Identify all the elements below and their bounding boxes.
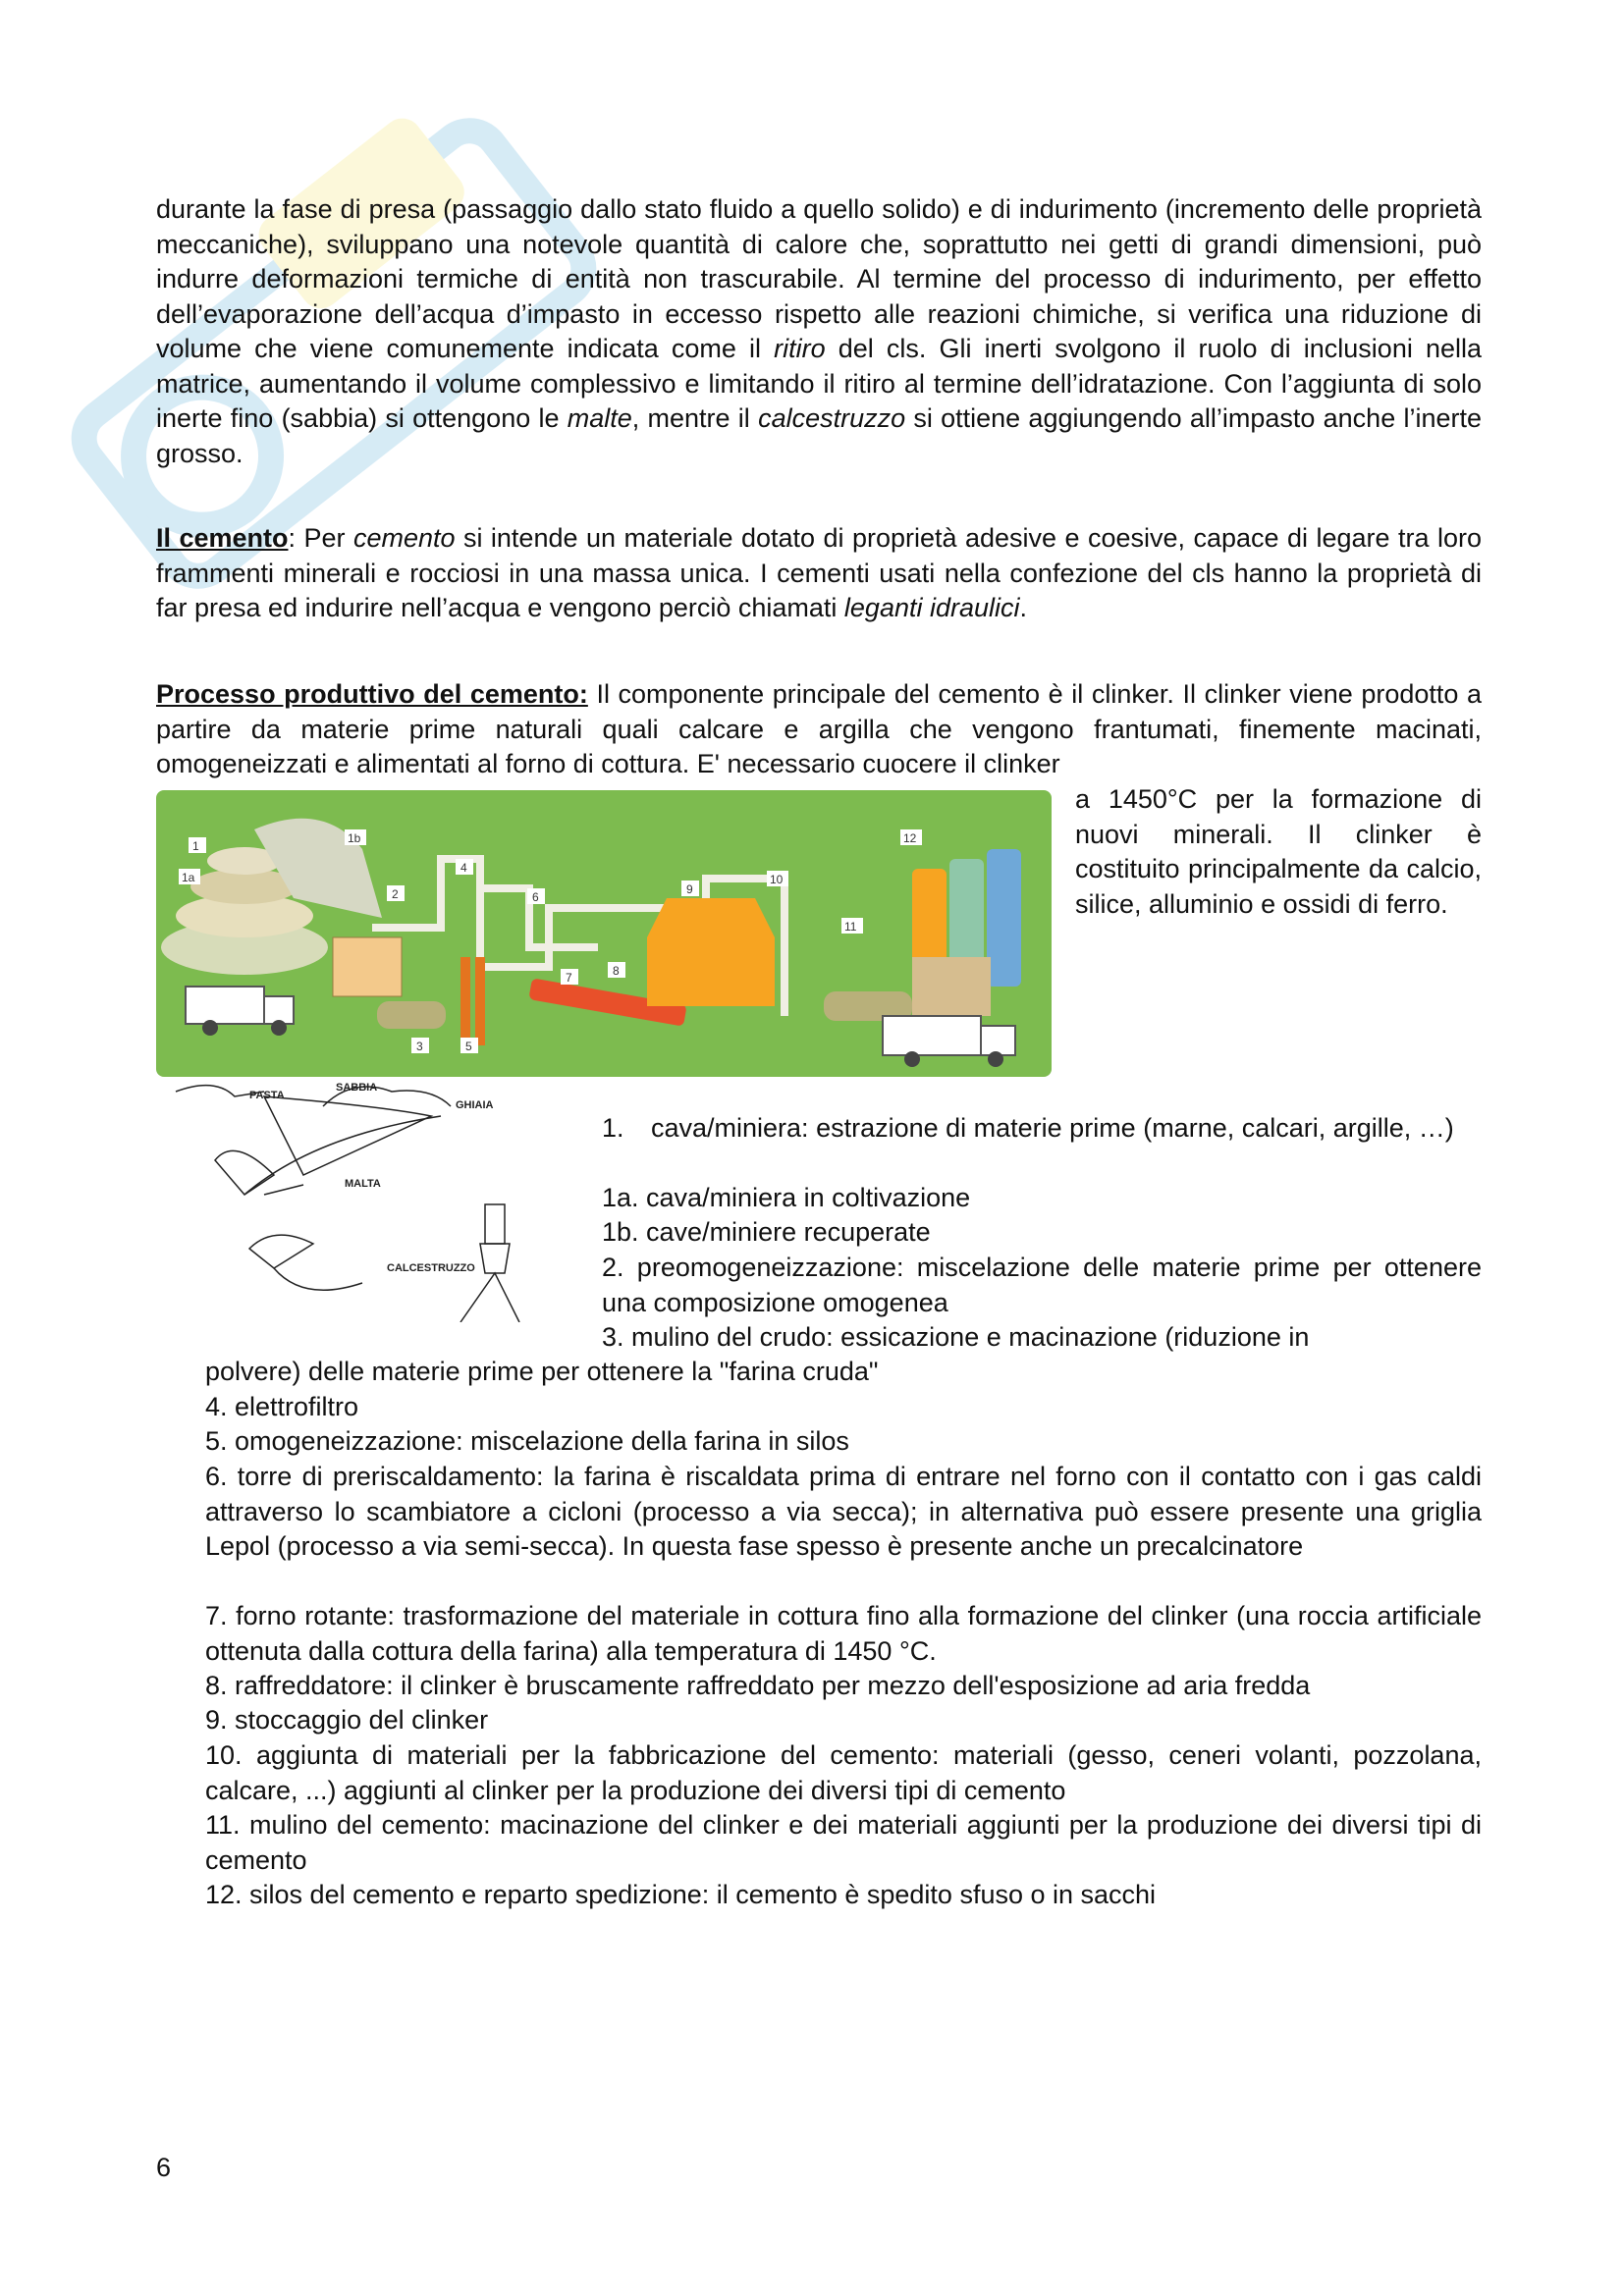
diagram-label: 2 [392, 887, 399, 901]
list-item-11: 11. mulino del cemento: macinazione del clinker e dei materiali aggiunti per la produzione dei diversi tipi di cemento [205, 1810, 1482, 1875]
diagram-label: 8 [613, 964, 620, 978]
ritiro-term: ritiro [774, 334, 826, 363]
sketch-label-ghiaia: GHIAIA [456, 1099, 494, 1111]
diagram-label: 1 [192, 839, 199, 853]
calcestruzzo-term: calcestruzzo [758, 403, 906, 433]
diagram-label: 1a [182, 871, 195, 884]
diagram-label: 10 [770, 873, 784, 886]
mix-sketch-illustration [156, 1077, 529, 1322]
diagram-label: 5 [465, 1040, 472, 1053]
list-item-12: 12. silos del cemento e reparto spedizione: il cemento è spedito sfuso o in sacchi [205, 1880, 1157, 1909]
diagram-label: 6 [532, 890, 539, 904]
cemento-paragraph: Il cemento: Per cemento si intende un materiale dotato di proprietà adesive e coesive, capace di legare tra loro frammenti minerali e rocciosi in una massa unica. I cementi usati nella confezione del cls hanno la proprietà di far presa ed indurire nell’acqua e vengono perciò chiamati leganti idraulici. [156, 523, 1482, 622]
leganti-term: leganti idraulici [843, 593, 1020, 622]
diagram-label: 11 [844, 920, 857, 934]
list-item-6: 6. torre di preriscaldamento: la farina è riscaldata prima di entrare nel forno con il contatto con i gas caldi attraverso lo scambiatore a cicloni (processo a via secca); in alternativa può essere presente una griglia Lepol (processo a via semi-secca). In questa fase spesso è presente anche un precalcinatore [205, 1462, 1482, 1561]
clinker-side-text: a 1450°C per la formazione di nuovi minerali. Il clinker è costituito principalmente da calcio, silice, alluminio e ossidi di ferro. [1075, 784, 1482, 919]
list-item-5: 5. omogeneizzazione: miscelazione della farina in silos [205, 1426, 849, 1456]
list-item-1b: 1b. cave/miniere recuperate [602, 1217, 931, 1247]
list-item-4: 4. elettrofiltro [205, 1392, 359, 1421]
diagram-label: 1b [348, 831, 361, 845]
diagram-label: 4 [460, 861, 467, 875]
list-item-1a: 1a. cava/miniera in coltivazione [602, 1183, 971, 1212]
list-item-3-end: polvere) delle materie prime per ottenere la "farina cruda" [205, 1357, 879, 1386]
list-item-7: 7. forno rotante: trasformazione del materiale in cottura fino alla formazione del clinker (una roccia artificiale ottenuta dalla cottura della farina) alla temperatura di 1450 °C. [205, 1601, 1482, 1666]
malte-term: malte [567, 403, 632, 433]
list-item-9: 9. stoccaggio del clinker [205, 1705, 489, 1735]
sketch-label-malta: MALTA [345, 1178, 381, 1190]
sketch-label-pasta: PASTA [249, 1090, 285, 1101]
list-item-2: 2. preomogeneizzazione: miscelazione delle materie prime per ottenere una composizione omogenea [602, 1253, 1482, 1317]
processo-heading: Processo produttivo del cemento: [156, 679, 588, 709]
list-item-1: 1. cava/miniera: estrazione di materie prime (marne, calcari, argille, …) [602, 1113, 1454, 1143]
page-number: 6 [156, 2153, 172, 2182]
list-item-3-start: 3. mulino del crudo: essicazione e macinazione (riduzione in [602, 1322, 1310, 1352]
sketch-label-calcestruzzo: CALCESTRUZZO [387, 1262, 475, 1274]
intro-paragraph: durante la fase di presa (passaggio dallo stato fluido a quello solido) e di indurimento (incremento delle proprietà meccaniche), sviluppano una notevole quantità di calore che, soprattutto nei getti di grandi dimensioni, può indurre deformazioni termiche di entità non trascurabile. Al termine del processo di indurimento, per effetto dell’evaporazione dell’acqua d’impasto in eccesso rispetto alle reazioni chimiche, si verifica una riduzione di volume che viene comunemente indicata come il ritiro del cls. Gli inerti svolgono il ruolo di inclusioni nella matrice, aumentando il volume complessivo e limitando il ritiro al termine dell’idratazione. Con l’aggiunta di solo inerte fino (sabbia) si ottengono le malte, mentre il calcestruzzo si ottiene aggiungendo all’impasto anche l’inerte grosso. [156, 194, 1482, 468]
diagram-label: 12 [903, 831, 917, 845]
sketch-label-sabbia: SABBIA [336, 1082, 378, 1094]
diagram-label: 9 [686, 882, 693, 896]
processo-paragraph: Processo produttivo del cemento: Il componente principale del cemento è il clinker. Il clinker viene prodotto a partire da materie prime naturali quali calcare e argilla che vengono frantumati, finemente macinati, omogeneizzati e alimentati al forno di cottura. E' necessario cuocere il clinker [156, 679, 1483, 778]
cement-production-diagram [156, 790, 1052, 1077]
list-item-10: 10. aggiunta di materiali per la fabbricazione del cemento: materiali (gesso, ceneri volanti, pozzolana, calcare, ...) aggiunti al clinker per la produzione dei diversi tipi di cemento [205, 1740, 1482, 1805]
diagram-label: 7 [566, 971, 572, 985]
cemento-heading: Il cemento [156, 523, 289, 553]
diagram-label: 3 [416, 1040, 423, 1053]
list-item-8: 8. raffreddatore: il clinker è bruscamente raffreddato per mezzo dell'esposizione ad aria fredda [205, 1671, 1311, 1700]
